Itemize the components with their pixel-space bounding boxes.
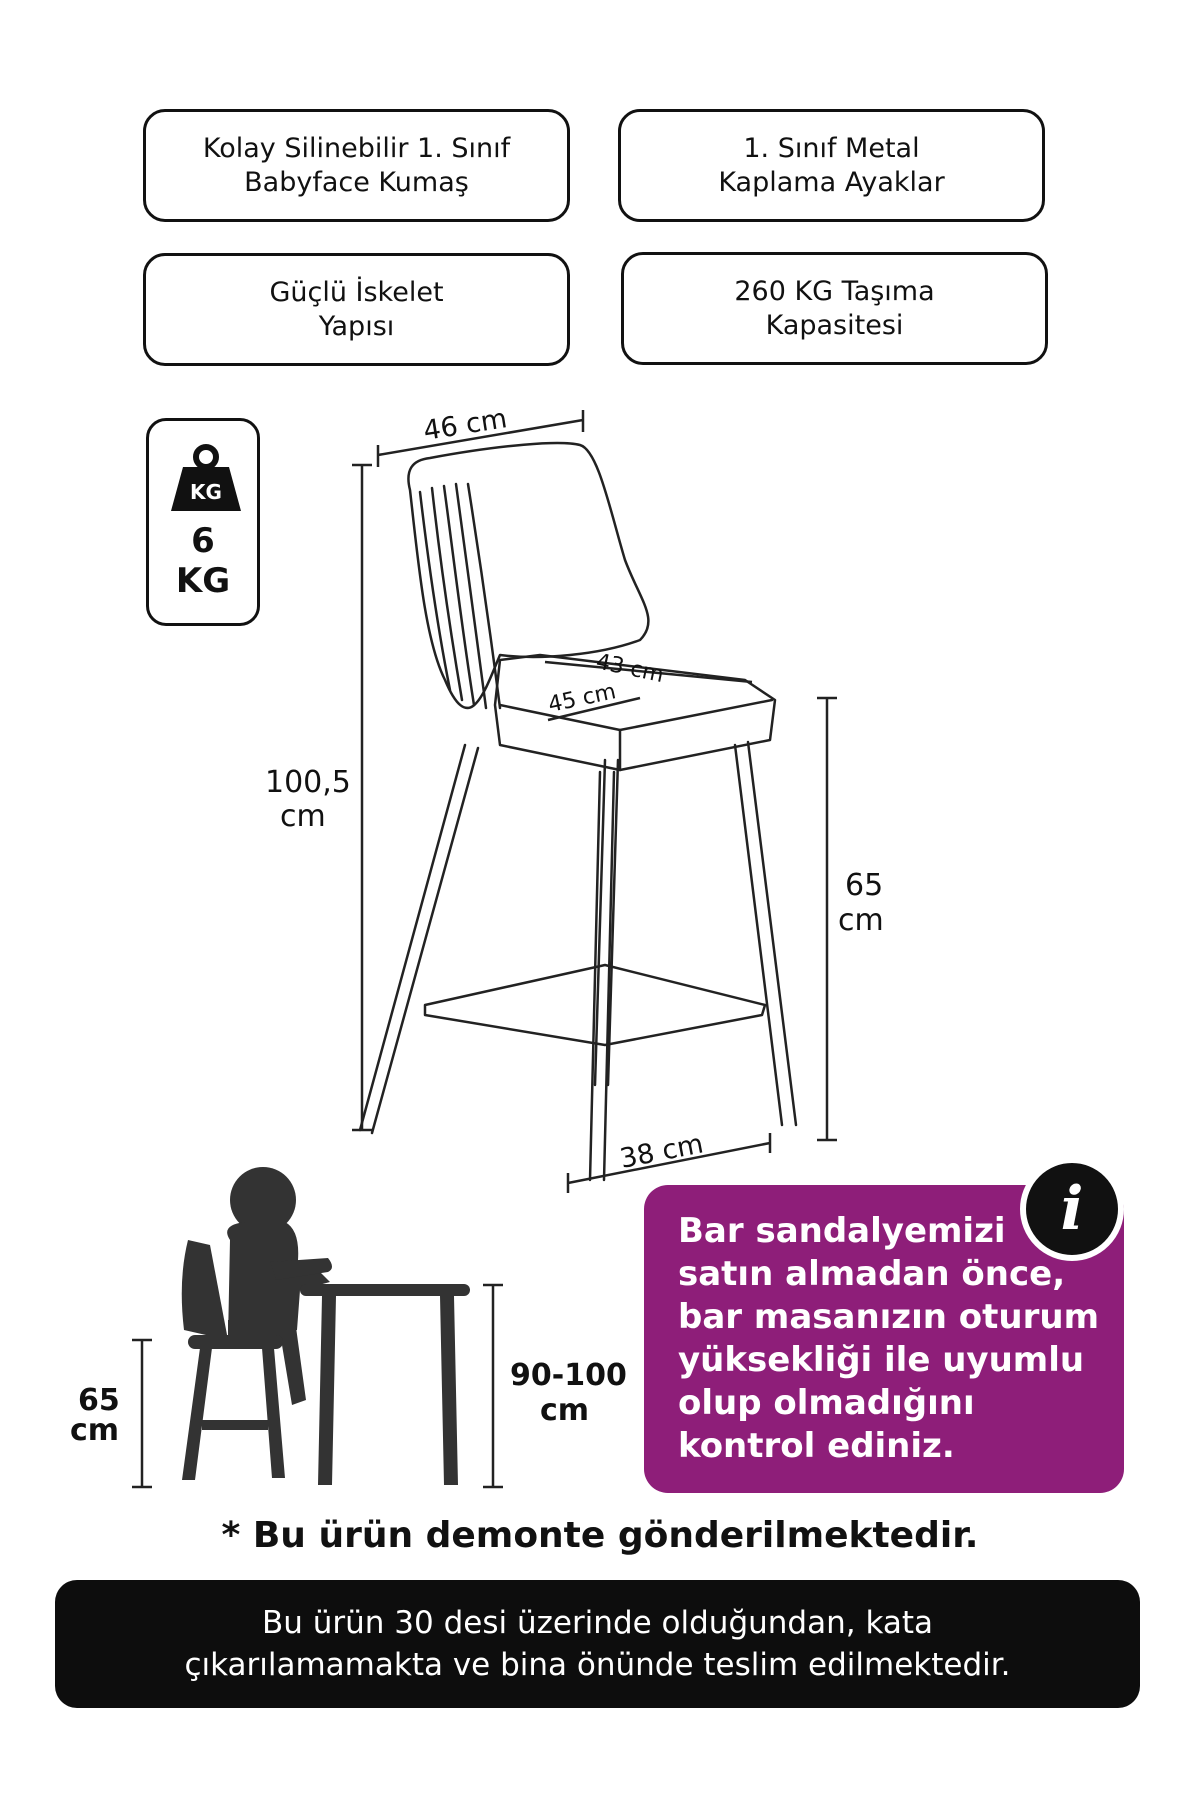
info-icon — [1020, 1157, 1124, 1261]
stool-back — [182, 1240, 228, 1340]
table-legs — [318, 1296, 458, 1485]
usage-seat-height-unit: cm — [70, 1413, 120, 1448]
usage-table-height-unit: cm — [540, 1393, 590, 1428]
weight-icon-label: KG — [190, 480, 222, 504]
usage-illustration — [182, 1167, 470, 1485]
dim-height: 100,5 — [265, 765, 351, 800]
assembly-note: * Bu ürün demonte gönderilmektedir. — [221, 1515, 979, 1556]
usage-seat-height: 65 — [78, 1383, 120, 1418]
info-icon-glyph: i — [1060, 1174, 1084, 1244]
feature-text: Güçlü İskelet Yapısı — [269, 276, 444, 342]
dim-base-width: 38 cm — [617, 1128, 706, 1175]
dim-height-unit: cm — [280, 799, 326, 834]
delivery-box — [55, 1580, 1140, 1708]
chair-leg — [735, 742, 796, 1125]
usage-table-height: 90-100 — [510, 1358, 627, 1393]
dim-seat-height-unit: cm — [838, 903, 884, 938]
info-text: Bar sandalyemizi satın almadan önce, bar masanızın oturum yüksekliği ile uyumlu olup olmadığını kontrol ediniz. — [678, 1211, 1099, 1466]
stool-legs — [182, 1348, 285, 1480]
dim-width: 46 cm — [421, 403, 510, 447]
table-top — [300, 1284, 470, 1296]
feature-text: 1. Sınıf Metal Kaplama Ayaklar — [718, 132, 945, 198]
weight-value: 6 KG — [175, 521, 231, 601]
dim-seat-depth: 45 cm — [546, 679, 619, 718]
feature-text: 260 KG Taşıma Kapasitesi — [734, 275, 935, 341]
chair-leg — [360, 745, 478, 1133]
dim-seat-height: 65 — [845, 868, 884, 903]
feature-text: Kolay Silinebilir 1. Sınıf Babyface Kumaş — [202, 132, 511, 198]
stool-seat — [188, 1335, 283, 1349]
dim-seat-width: 43 cm — [593, 649, 666, 689]
delivery-text: Bu ürün 30 desi üzerinde olduğundan, kata çıkarılamamakta ve bina önünde teslim edilmektedir. — [184, 1605, 1011, 1683]
